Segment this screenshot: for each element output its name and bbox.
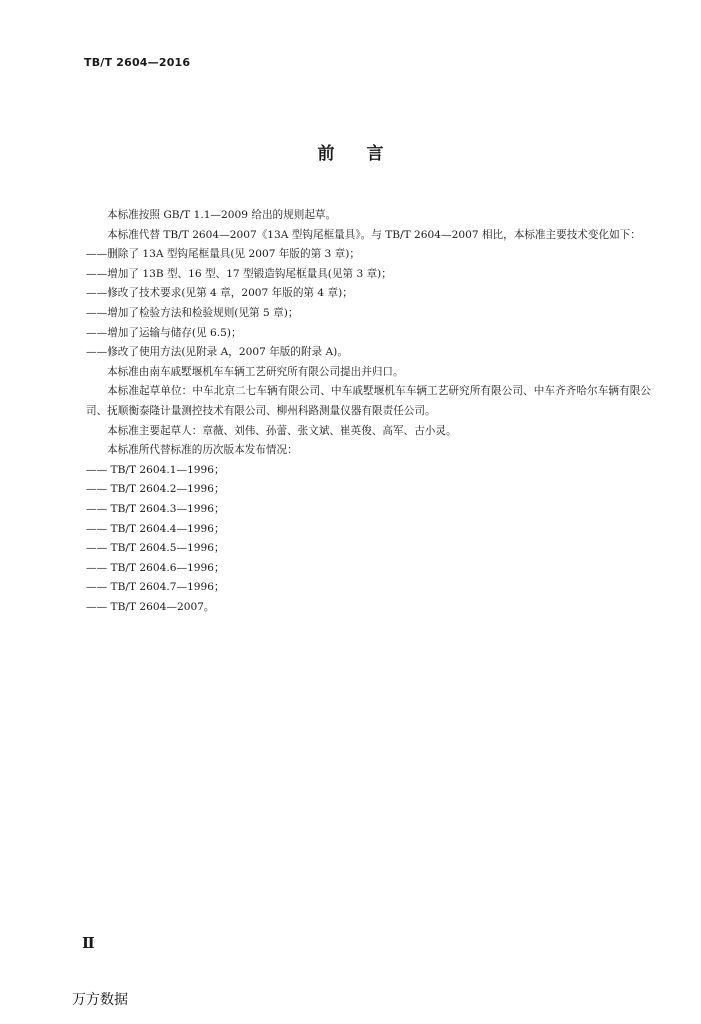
list-item: ——增加了运输与储存(见 6.5)； bbox=[86, 326, 242, 339]
list-item: —— TB/T 2604—2007。 bbox=[86, 600, 215, 613]
document-body bbox=[86, 206, 651, 617]
list-item: —— TB/T 2604.4—1996； bbox=[86, 522, 225, 535]
list-item: ——增加了检验方法和检验规则(见第 5 章)； bbox=[86, 306, 299, 319]
list-item: ——删除了 13A 型钩尾框量具(见 2007 年版的第 3 章)； bbox=[86, 248, 360, 261]
paragraph-drafting-rules: 本标准按照 GB/T 1.1—2009 给出的规则起草。 bbox=[107, 209, 337, 221]
list-item: ——修改了技术要求(见第 4 章，2007 年版的第 4 章)； bbox=[86, 287, 353, 300]
watermark-text: 万方数据 bbox=[72, 992, 128, 1008]
paragraph-replacement: 本标准代替 TB/T 2604—2007《13A 型钩尾框量具》。与 TB/T 2604—2007 相比，本标准主要技术变化如下： bbox=[107, 228, 641, 241]
list-item: —— TB/T 2604.6—1996； bbox=[86, 561, 225, 574]
paragraph-drafting-units: 本标准起草单位：中车北京二七车辆有限公司、中车戚墅堰机车车辆工艺研究所有限公司、中车齐齐哈尔车辆有限公司、抚顺衡泰隆计量测控技术有限公司、柳州科路测量仪器有限责任公司。 bbox=[86, 385, 651, 417]
list-item: —— TB/T 2604.7—1996； bbox=[86, 581, 225, 594]
standard-code: TB/T 2604—2016 bbox=[84, 56, 191, 69]
paragraph-history-intro: 本标准所代替标准的历次版本发布情况： bbox=[107, 444, 298, 457]
list-item: —— TB/T 2604.2—1996； bbox=[86, 483, 225, 496]
list-item: ——增加了 13B 型、16 型、17 型锻造钩尾框量具(见第 3 章)； bbox=[86, 267, 392, 280]
list-item: ——修改了使用方法(见附录 A，2007 年版的附录 A)。 bbox=[86, 346, 348, 359]
page-number: Ⅱ bbox=[82, 934, 95, 952]
list-item: —— TB/T 2604.1—1996； bbox=[86, 463, 225, 476]
list-item: —— TB/T 2604.3—1996； bbox=[86, 502, 225, 515]
list-item: —— TB/T 2604.5—1996； bbox=[86, 542, 225, 555]
page-title: 前言 bbox=[317, 144, 416, 164]
paragraph-proposer: 本标准由南车戚墅堰机车车辆工艺研究所有限公司提出并归口。 bbox=[107, 365, 404, 378]
paragraph-drafters: 本标准主要起草人：章薇、刘伟、孙蕾、张文斌、崔英俊、高军、古小灵。 bbox=[107, 424, 457, 437]
